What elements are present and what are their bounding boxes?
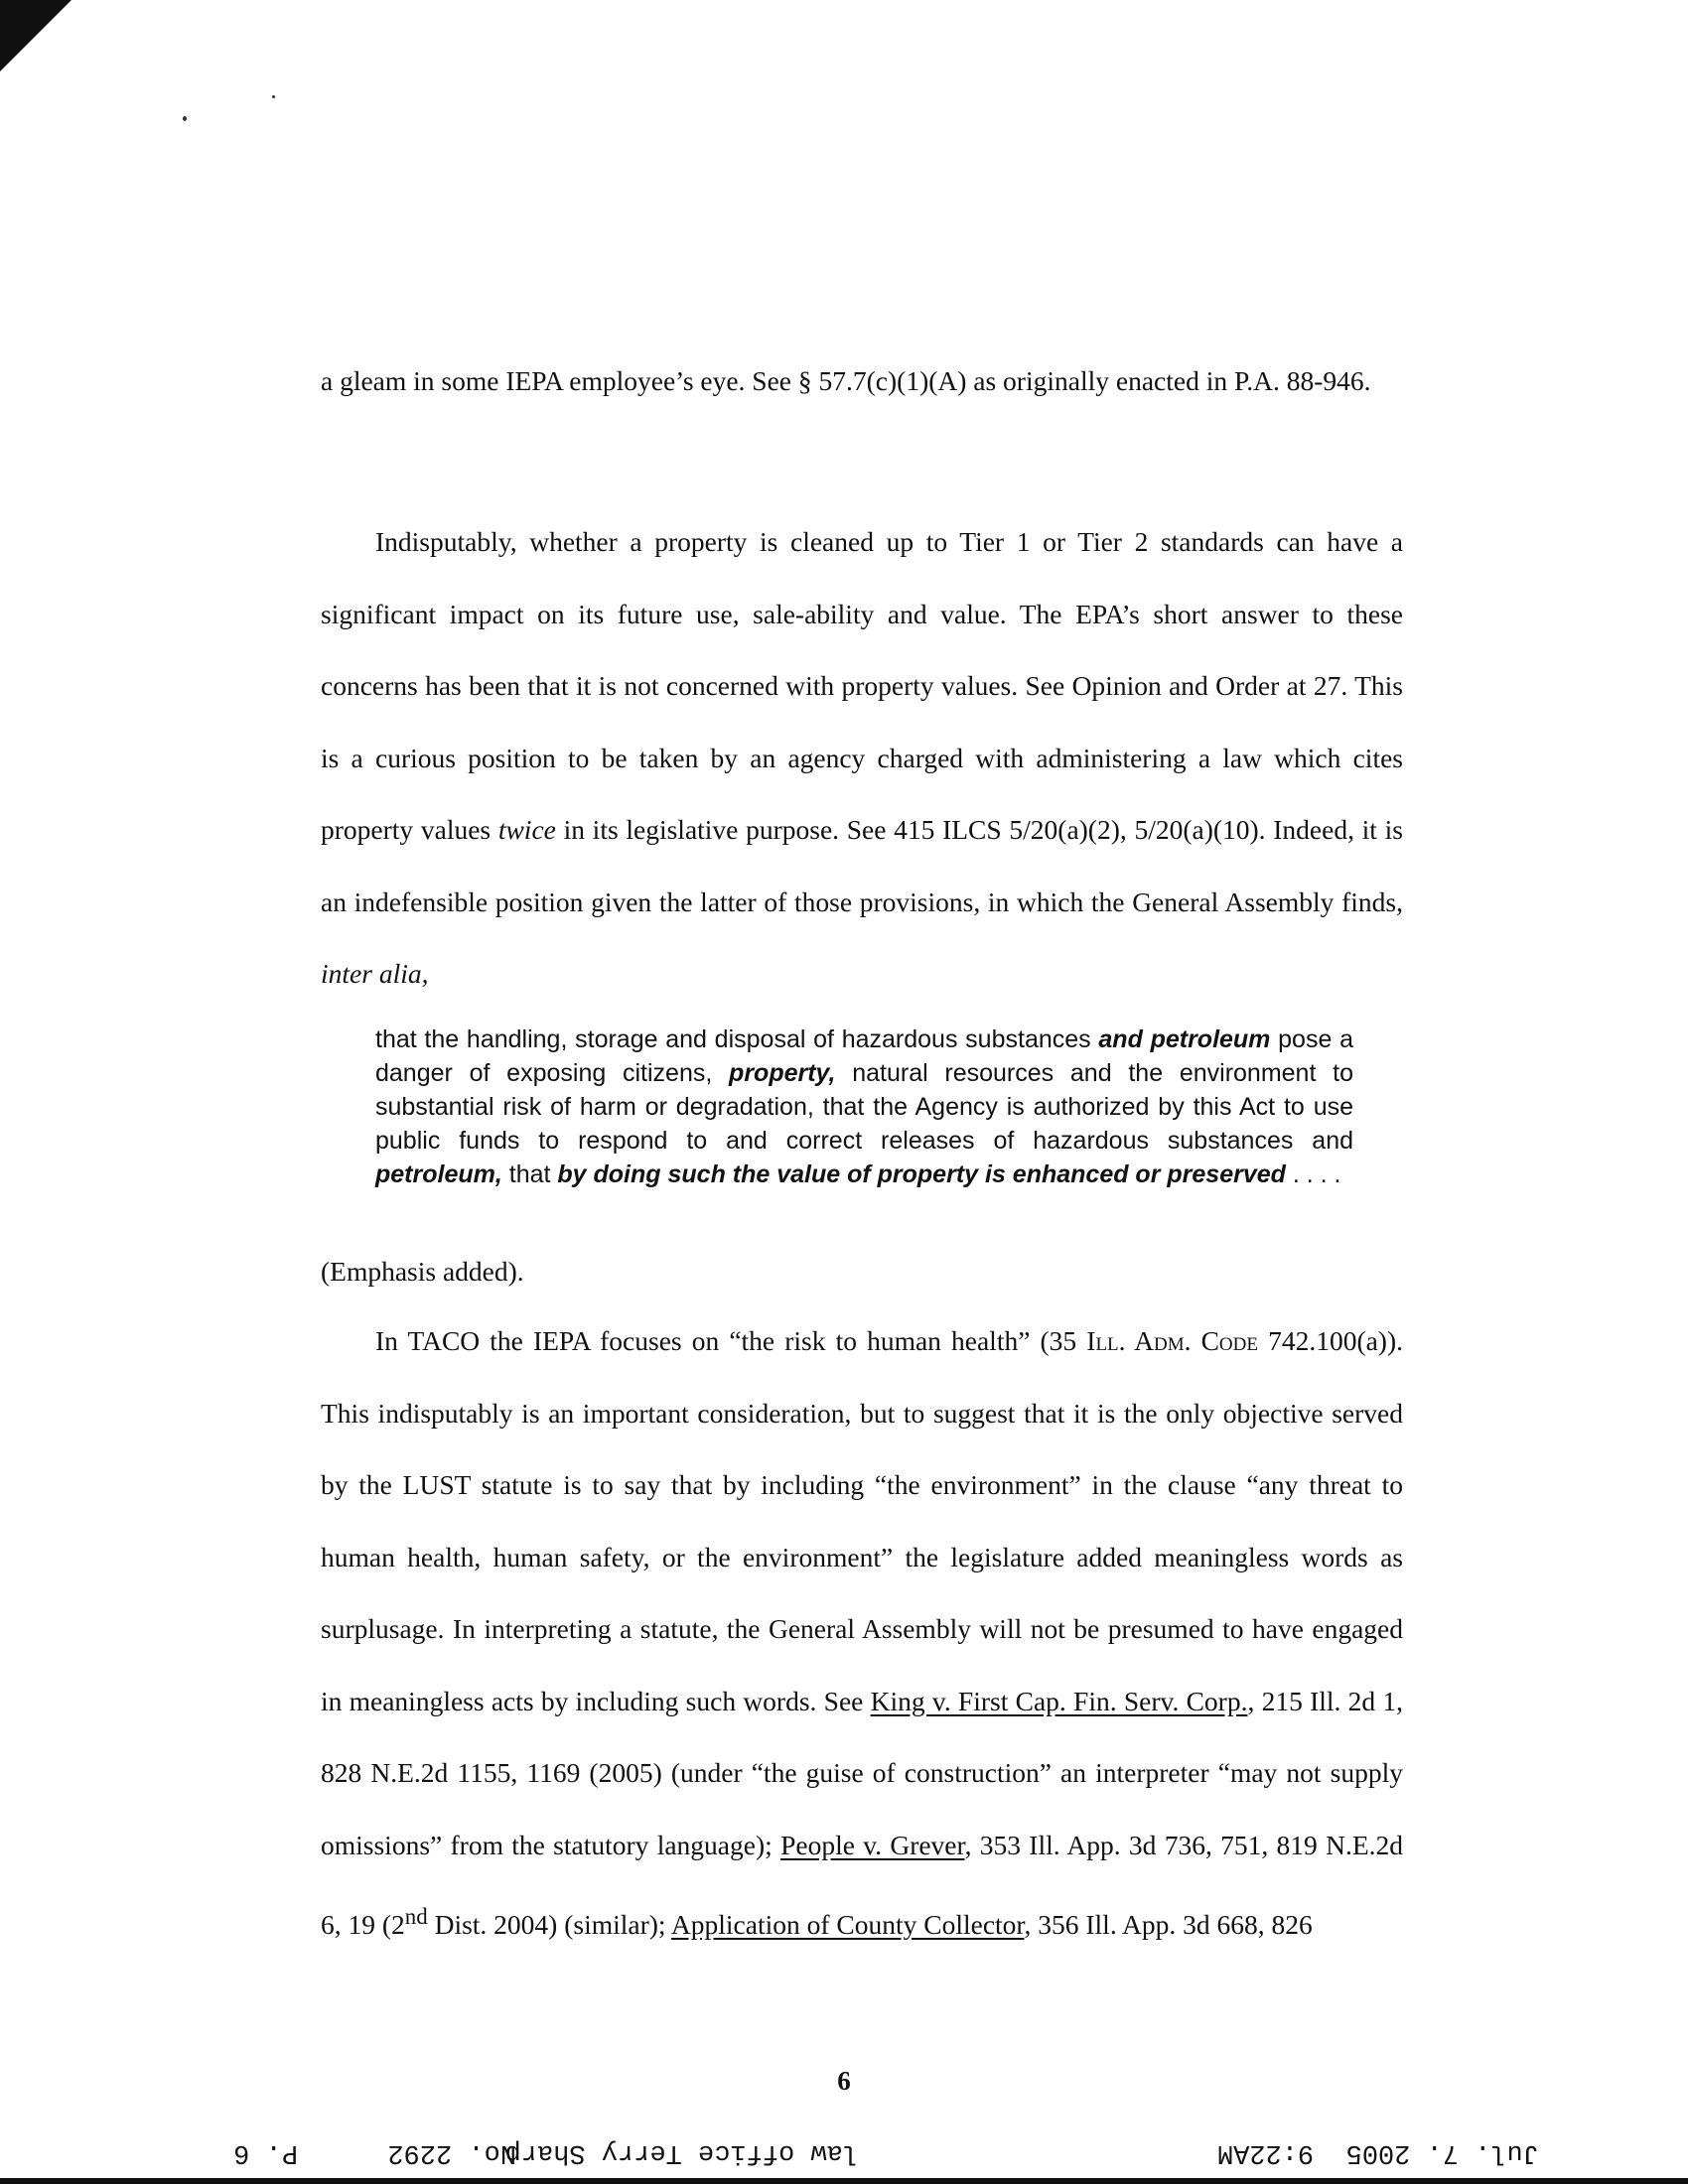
fax-date-time: Jul. 7. 2005 9:22AM — [1216, 2137, 1539, 2167]
paragraph-text: , 356 Ill. App. 3d 668, 826 — [1024, 1909, 1313, 1941]
scan-speck — [183, 116, 187, 121]
quote-text: natural resources and the environment to substantial risk of harm or degradation, that the Agency is authorized by this Act to use public funds to respond to and correct releases of hazardous substances and — [375, 1059, 1353, 1155]
emphasis-italic: inter alia, — [321, 958, 429, 989]
quote-emphasis: by doing such the value of property is enhanced or preserved — [557, 1160, 1286, 1188]
paragraph-property-values — [321, 506, 1403, 1011]
quote-text: pose a danger of exposing citizens, — [375, 1025, 1353, 1087]
page-corner-fold — [0, 0, 71, 71]
paragraph-text: Dist. 2004) (similar); — [427, 1909, 671, 1941]
code-citation: Ill. Adm. Code — [1086, 1325, 1258, 1356]
paragraph-text: In TACO the IEPA focuses on “the risk to human health” (35 — [375, 1325, 1087, 1356]
emphasis-note-text: (Emphasis added). — [321, 1256, 524, 1287]
page-number: 6 — [837, 2066, 851, 2096]
fax-page: P. 6 — [233, 2137, 298, 2167]
paragraph-text: , 215 Ill. 2d 1, 828 N.E.2d 1155, 1169 (2005) (under “the guise of construction” an interpreter “may not supply omissions” from the statutory language); — [321, 1685, 1403, 1860]
emphasis-note — [321, 1236, 1403, 1308]
quote-text: that the handling, storage and disposal of hazardous substances — [375, 1025, 1099, 1053]
fax-sender: law office Terry Sharp — [504, 2137, 859, 2167]
block-quote — [375, 1023, 1353, 1191]
quote-emphasis: and petroleum — [1098, 1025, 1271, 1053]
paragraph-text: , 353 Ill. App. 3d 736, 751, 819 N.E.2d 6, 19 (2 — [321, 1829, 1403, 1941]
case-name-citation: People v. Grever — [780, 1829, 965, 1860]
paragraph-text: 742.100(a)). This indisputably is an important consideration, but to suggest that it is the only objective served by the LUST statute is to say that by including “the environment” in the clause “any threat to human health, human safety, or the environment” the legislature added meaningless words as surplusage. In interpreting a statute, the General Assembly will not be presumed to have engaged in meaningless acts by including such words. See — [321, 1325, 1403, 1716]
scan-bottom-edge — [0, 2178, 1688, 2184]
paragraph-continuation — [321, 345, 1403, 418]
case-name-citation: King v. First Cap. Fin. Serv. Corp. — [870, 1685, 1248, 1716]
case-name-citation: Application of County Collector — [670, 1909, 1025, 1941]
fax-header-upside-down — [0, 2127, 1688, 2167]
ordinal-superscript: nd — [404, 1904, 428, 1929]
fax-number: No. 2292 — [387, 2137, 516, 2167]
quote-text: . . . . — [1285, 1160, 1341, 1188]
paragraph-text: in its legislative purpose. See 415 ILCS 5/20(a)(2), 5/20(a)(10). Indeed, it is an indefensible position given the latter of those provisions, in which the General Assembly finds, — [321, 814, 1403, 917]
paragraph-taco — [321, 1305, 1403, 1962]
paragraph-text: Indisputably, whether a property is cleaned up to Tier 1 or Tier 2 standards can have a significant impact on its future use, sale-ability and value. The EPA’s short answer to these concerns has been that it is not concerned with property values. See Opinion and Order at 27. This is a curious position to be taken by an agency charged with administering a law which cites property values — [321, 526, 1403, 845]
scan-speck — [272, 95, 275, 98]
quote-emphasis: petroleum, — [375, 1160, 502, 1188]
quote-text: that — [501, 1160, 558, 1188]
quote-emphasis: property, — [729, 1059, 836, 1087]
paragraph-text: a gleam in some IEPA employee’s eye. See § 57.7(c)(1)(A) as originally enacted in P.A. 88-946. — [321, 365, 1371, 396]
emphasis-italic: twice — [497, 814, 556, 845]
